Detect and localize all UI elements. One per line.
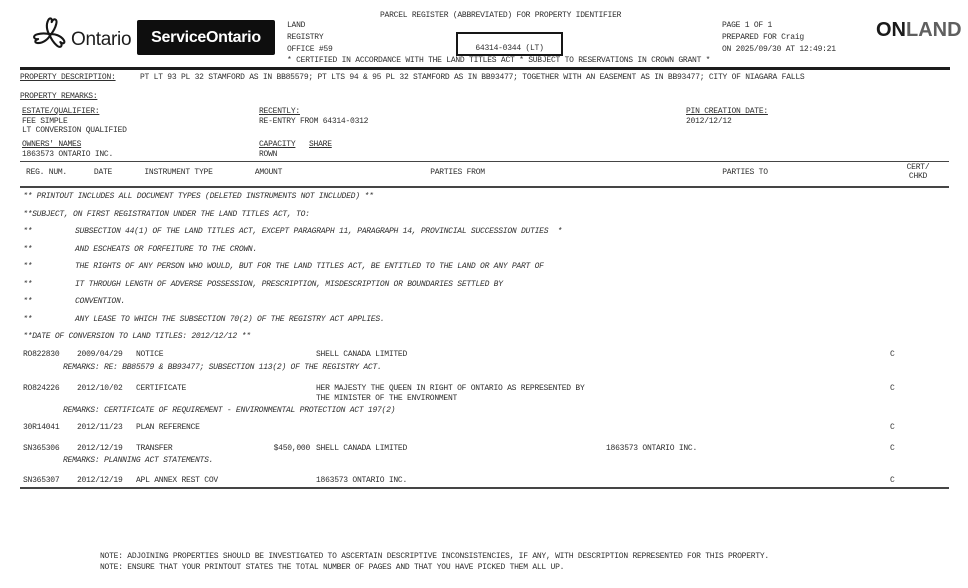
- entry-reg-num: SN365306: [23, 444, 60, 453]
- ontario-trillium-logo: [28, 12, 72, 54]
- entry-parties-from: SHELL CANADA LIMITED: [316, 444, 408, 453]
- disclaimer-mark: **: [23, 245, 33, 254]
- entry-cert-flag: C: [890, 423, 895, 432]
- land-registry-office-line3: OFFICE #59: [287, 45, 333, 54]
- estate-qualifier-label: ESTATE/QUALIFIER:: [22, 107, 100, 116]
- property-remarks-label: PROPERTY REMARKS:: [20, 92, 98, 101]
- disclaimer-mark: **: [23, 315, 33, 324]
- entry-parties-from: SHELL CANADA LIMITED: [316, 350, 408, 359]
- entry-instrument-type: APL ANNEX REST COV: [136, 476, 218, 485]
- certified-statement: * CERTIFIED IN ACCORDANCE WITH THE LAND TITLES ACT * SUBJECT TO RESERVATIONS IN CROWN GRANT *: [287, 56, 711, 65]
- entry-date: 2012/11/23: [77, 423, 123, 432]
- onland-logo: [876, 19, 962, 41]
- column-header-amount: AMOUNT: [254, 168, 283, 177]
- owners-names-label: OWNERS' NAMES: [22, 140, 82, 149]
- entry-cert-flag: C: [890, 444, 895, 453]
- footer-note-adjoining: NOTE: ADJOINING PROPERTIES SHOULD BE INVESTIGATED TO ASCERTAIN DESCRIPTIVE INCONSISTENCIES, IF ANY, WITH DESCRIPTION REPRESENTED FOR THIS PROPERTY.: [100, 552, 769, 561]
- entry-cert-flag: C: [890, 476, 895, 485]
- disclaimer-line: **DATE OF CONVERSION TO LAND TITLES: 2012/12/12 **: [23, 332, 251, 341]
- column-header-reg-num: REG. NUM.: [26, 168, 67, 177]
- table-top-border: [20, 161, 949, 162]
- entry-parties-from: HER MAJESTY THE QUEEN IN RIGHT OF ONTARIO AS REPRESENTED BY: [316, 384, 585, 393]
- entry-instrument-type: CERTIFICATE: [136, 384, 187, 393]
- entry-remarks: REMARKS: CERTIFICATE OF REQUIREMENT - ENVIRONMENTAL PROTECTION ACT 197(2): [63, 406, 396, 415]
- pin-creation-date-value: 2012/12/12: [686, 117, 732, 126]
- column-header-cert-line2: CHKD: [908, 172, 928, 181]
- disclaimer-mark: **: [23, 227, 33, 236]
- entry-cert-flag: C: [890, 384, 895, 393]
- entry-reg-num: SN365307: [23, 476, 60, 485]
- service-ontario-logo: ServiceOntario: [137, 20, 275, 55]
- prepared-on-timestamp: ON 2025/09/30 AT 12:49:21: [722, 45, 836, 54]
- column-header-cert-line1: CERT/: [906, 163, 930, 172]
- column-header-date: DATE: [93, 168, 113, 177]
- disclaimer-line: ** PRINTOUT INCLUDES ALL DOCUMENT TYPES (DELETED INSTRUMENTS NOT INCLUDED) **: [23, 192, 374, 201]
- column-header-parties-from: PARTIES FROM: [430, 168, 485, 177]
- entry-date: 2009/04/29: [77, 350, 123, 359]
- disclaimer-line: SUBSECTION 44(1) OF THE LAND TITLES ACT, EXCEPT PARAGRAPH 11, PARAGRAPH 14, PROVINCIAL SUCCESSION DUTIES *: [75, 227, 562, 236]
- entry-parties-to: 1863573 ONTARIO INC.: [606, 444, 698, 453]
- entry-instrument-type: NOTICE: [136, 350, 164, 359]
- property-description-value: PT LT 93 PL 32 STAMFORD AS IN BB85579; PT LTS 94 & 95 PL 32 STAMFORD AS IN BB93477; TOGETHER WITH AN EASEMENT AS IN BB93477; CITY OF NIAGARA FALLS: [140, 73, 805, 82]
- entry-instrument-type: PLAN REFERENCE: [136, 423, 200, 432]
- entry-date: 2012/12/19: [77, 444, 123, 453]
- recently-value: RE-ENTRY FROM 64314-0312: [259, 117, 369, 126]
- prepared-for: PREPARED FOR Craig: [722, 33, 804, 42]
- owner-value: 1863573 ONTARIO INC.: [22, 150, 114, 159]
- entry-amount: $450,000: [273, 444, 310, 453]
- onland-logo-on: ON: [876, 19, 906, 41]
- estate-value-line1: FEE SIMPLE: [22, 117, 68, 126]
- disclaimer-line: **SUBJECT, ON FIRST REGISTRATION UNDER THE LAND TITLES ACT, TO:: [23, 210, 310, 219]
- property-description-label: PROPERTY DESCRIPTION:: [20, 73, 116, 82]
- entry-parties-from: 1863573 ONTARIO INC.: [316, 476, 408, 485]
- page-count: PAGE 1 OF 1: [722, 21, 773, 30]
- disclaimer-mark: **: [23, 280, 33, 289]
- land-registry-office-line1: LAND: [287, 21, 306, 30]
- entry-cert-flag: C: [890, 350, 895, 359]
- onland-logo-land: LAND: [906, 19, 962, 41]
- entry-date: 2012/12/19: [77, 476, 123, 485]
- capacity-label: CAPACITY: [259, 140, 296, 149]
- entry-remarks: REMARKS: RE: BB85579 & BB93477; SUBSECTION 113(2) OF THE REGISTRY ACT.: [63, 363, 382, 372]
- disclaimer-line: CONVENTION.: [75, 297, 126, 306]
- footer-note-pages: NOTE: ENSURE THAT YOUR PRINTOUT STATES THE TOTAL NUMBER OF PAGES AND THAT YOU HAVE PICKED THEM ALL UP.: [100, 563, 565, 572]
- ontario-wordmark: Ontario: [71, 29, 132, 50]
- land-registry-office-line2: REGISTRY: [287, 33, 324, 42]
- entry-reg-num: RO824226: [23, 384, 60, 393]
- pin-number: 64314-0344 (LT): [475, 44, 544, 53]
- column-header-parties-to: PARTIES TO: [722, 168, 768, 177]
- capacity-value: ROWN: [259, 150, 278, 159]
- entry-reg-num: RO822830: [23, 350, 60, 359]
- pin-creation-date-label: PIN CREATION DATE:: [686, 107, 768, 116]
- column-header-instrument-type: INSTRUMENT TYPE: [144, 168, 213, 177]
- share-label: SHARE: [309, 140, 332, 149]
- entry-reg-num: 30R14041: [23, 423, 60, 432]
- recently-label: RECENTLY:: [259, 107, 300, 116]
- table-header-divider: [20, 186, 949, 188]
- estate-value-line2: LT CONVERSION QUALIFIED: [22, 126, 127, 135]
- disclaimer-line: THE RIGHTS OF ANY PERSON WHO WOULD, BUT FOR THE LAND TITLES ACT, BE ENTITLED TO THE LAND OR ANY PART OF: [75, 262, 544, 271]
- disclaimer-mark: **: [23, 297, 33, 306]
- entry-remarks: REMARKS: PLANNING ACT STATEMENTS.: [63, 456, 214, 465]
- document-title: PARCEL REGISTER (ABBREVIATED) FOR PROPERTY IDENTIFIER: [380, 11, 622, 20]
- disclaimer-mark: **: [23, 262, 33, 271]
- entry-date: 2012/10/02: [77, 384, 123, 393]
- disclaimer-line: ANY LEASE TO WHICH THE SUBSECTION 70(2) OF THE REGISTRY ACT APPLIES.: [75, 315, 385, 324]
- header-divider-rule: [20, 67, 950, 70]
- table-bottom-border: [20, 487, 949, 489]
- entry-parties-from-line2: THE MINISTER OF THE ENVIRONMENT: [316, 394, 458, 403]
- disclaimer-line: IT THROUGH LENGTH OF ADVERSE POSSESSION, PRESCRIPTION, MISDESCRIPTION OR BOUNDARIES SETTLED BY: [75, 280, 503, 289]
- disclaimer-line: AND ESCHEATS OR FORFEITURE TO THE CROWN.: [75, 245, 258, 254]
- entry-instrument-type: TRANSFER: [136, 444, 173, 453]
